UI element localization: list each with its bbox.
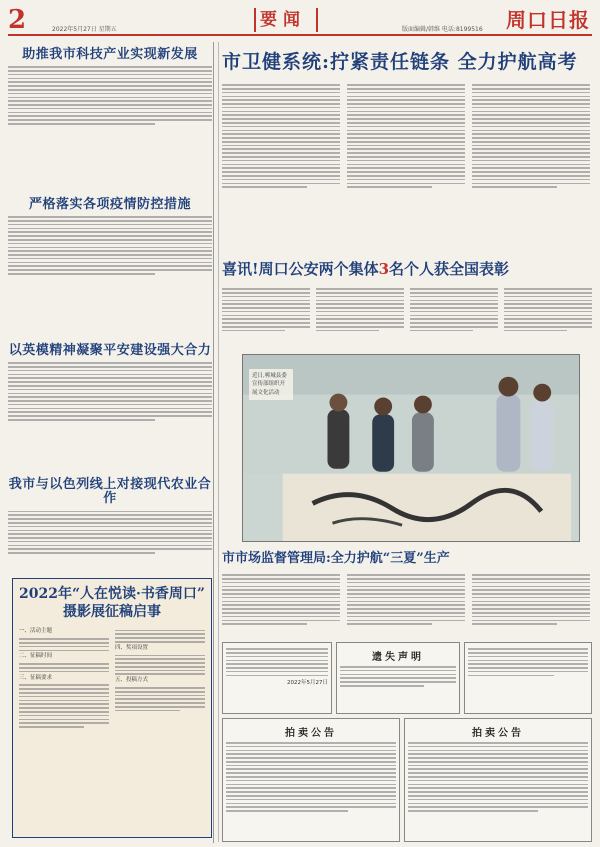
photo-contest-notice (12, 578, 212, 838)
market-article-col (472, 572, 590, 627)
article-headline: 严格落实各项疫情防控措施 (28, 197, 191, 212)
lead-headline: 市卫健系统:拧紧责任链条 全力护航高考 (222, 50, 578, 73)
contest-section: 五、投稿方式 (115, 677, 149, 684)
article-heroes (8, 338, 212, 423)
section-title: 要闻 (260, 10, 306, 30)
article-headline: 助推我市科技产业实现新发展 (22, 47, 198, 62)
article-epidemic (8, 192, 212, 277)
market-headline: 市市场监督管理局:全力护航“三夏”生产 (222, 550, 450, 566)
police-headline (222, 261, 509, 278)
editor-info: 版面编辑/韩维 电话:8199516 (402, 26, 483, 33)
article-body (8, 511, 212, 554)
contest-title-line2: 摄影展征稿启事 (63, 604, 161, 621)
article-headline: 我市与以色列线上对接现代农业合作 (8, 477, 212, 507)
auction-title: 拍卖公告 (472, 728, 524, 739)
notice-box (464, 642, 592, 714)
classified-ads (222, 642, 592, 842)
newspaper-logo: 周口日报 (506, 8, 590, 32)
contest-section: 二、征稿时间 (19, 653, 53, 660)
auction-notice-box (404, 718, 592, 842)
lead-headline-bar (222, 48, 592, 76)
contest-text-column (115, 627, 205, 729)
police-article-col (504, 286, 592, 334)
police-article-col (222, 286, 310, 334)
column-divider (218, 42, 219, 842)
article-body (8, 216, 212, 274)
police-article-col (316, 286, 404, 334)
contest-title (19, 585, 205, 621)
lead-article-col (222, 82, 340, 190)
police-headline-number: 3 (378, 259, 390, 278)
date-line: 2022年5月27日 星期五 (52, 26, 117, 33)
lost-notice-box (336, 642, 460, 714)
masthead (8, 6, 592, 36)
article-headline: 以英模精神凝聚平安建设强大合力 (8, 343, 212, 358)
left-column (8, 42, 214, 843)
auction-title: 拍卖公告 (285, 728, 337, 739)
market-article-col (222, 572, 340, 627)
police-article-col (410, 286, 498, 334)
police-headline-bar (222, 257, 592, 281)
news-photo (242, 354, 580, 542)
police-headline-suffix: 名个人获全国表彰 (389, 259, 510, 278)
article-israel (8, 472, 212, 556)
lost-notice-title: 遗失声明 (372, 652, 424, 663)
police-headline-prefix: 喜讯!周口公安两个集体 (222, 259, 379, 278)
market-headline-bar (222, 548, 592, 570)
contest-section: 四、奖项设置 (115, 644, 149, 651)
auction-notice-box (222, 718, 400, 842)
contest-section: 三、征稿要求 (19, 674, 53, 681)
photo-caption: 近日,郸城县委宣传部组织开展文化活动 (249, 369, 293, 400)
contest-text-column (19, 627, 109, 729)
notice-date: 2022年5月27日 (287, 680, 328, 687)
article-body (8, 66, 212, 124)
page-number: 2 (8, 5, 27, 35)
contest-title-line1: 2022年“人在悦读·书香周口” (19, 586, 205, 602)
article-body (8, 362, 212, 420)
market-article-col (347, 572, 465, 627)
lead-article-col (472, 82, 590, 190)
lead-article-col (347, 82, 465, 190)
calligraphy-scene-image (243, 355, 579, 541)
notice-box (222, 642, 332, 714)
contest-section: 一、活动主题 (19, 628, 53, 635)
article-tech (8, 42, 212, 127)
